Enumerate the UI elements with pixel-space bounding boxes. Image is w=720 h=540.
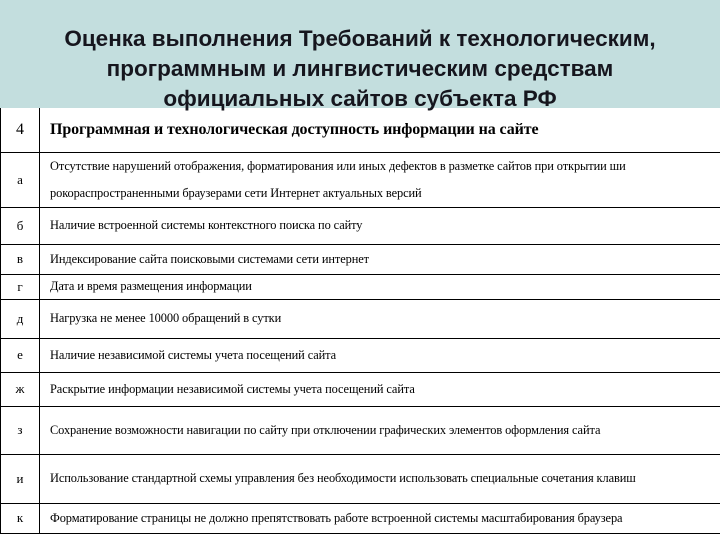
row-code: з — [1, 406, 40, 454]
table-row — [1, 207, 720, 244]
row-text: Нагрузка не менее 10000 обращений в сутки — [40, 299, 720, 338]
row-code: в — [1, 244, 40, 274]
row-code: а — [1, 152, 40, 207]
row-text: Наличие независимой системы учета посещений сайта — [40, 338, 720, 372]
table-row — [1, 503, 720, 533]
table-row — [1, 406, 720, 454]
row-code: ж — [1, 372, 40, 406]
table-row — [1, 274, 720, 299]
table-row — [1, 244, 720, 274]
table-row — [1, 299, 720, 338]
section-code: 4 — [1, 108, 40, 152]
row-text: Наличие встроенной системы контекстного поиска по сайту — [40, 207, 720, 244]
section-row — [1, 108, 720, 152]
row-text: Индексирование сайта поисковыми системами сети интернет — [40, 244, 720, 274]
table-row — [1, 454, 720, 503]
row-text: Использование стандартной схемы управления без необходимости использовать специальные сочетания клавиш — [40, 454, 720, 503]
title-line-3: официальных сайтов субъекта РФ — [163, 86, 557, 111]
requirements-table — [0, 108, 720, 534]
row-code: е — [1, 338, 40, 372]
row-text: Сохранение возможности навигации по сайту при отключении графических элементов оформления сайта — [40, 406, 720, 454]
row-text: Форматирование страницы не должно препятствовать работе встроенной системы масштабирования браузера — [40, 503, 720, 533]
section-title: Программная и технологическая доступность информации на сайте — [40, 108, 720, 152]
row-code: б — [1, 207, 40, 244]
title-line-2: программным и лингвистическим средствам — [106, 56, 614, 81]
title-line-1: Оценка выполнения Требований к технологическим, — [64, 26, 656, 51]
table-row — [1, 338, 720, 372]
row-code: д — [1, 299, 40, 338]
row-code: г — [1, 274, 40, 299]
row-code: и — [1, 454, 40, 503]
row-code: к — [1, 503, 40, 533]
row-text: Раскрытие информации независимой системы учета посещений сайта — [40, 372, 720, 406]
row-text: Дата и время размещения информации — [40, 274, 720, 299]
table-row — [1, 152, 720, 207]
row-text: Отсутствие нарушений отображения, форматирования или иных дефектов в разметке сайтов при открытии ши рокораспространенными браузерами сети Интернет актуальных версий — [40, 152, 720, 207]
table-row — [1, 372, 720, 406]
slide-header — [0, 0, 720, 111]
slide-title — [0, 24, 720, 114]
